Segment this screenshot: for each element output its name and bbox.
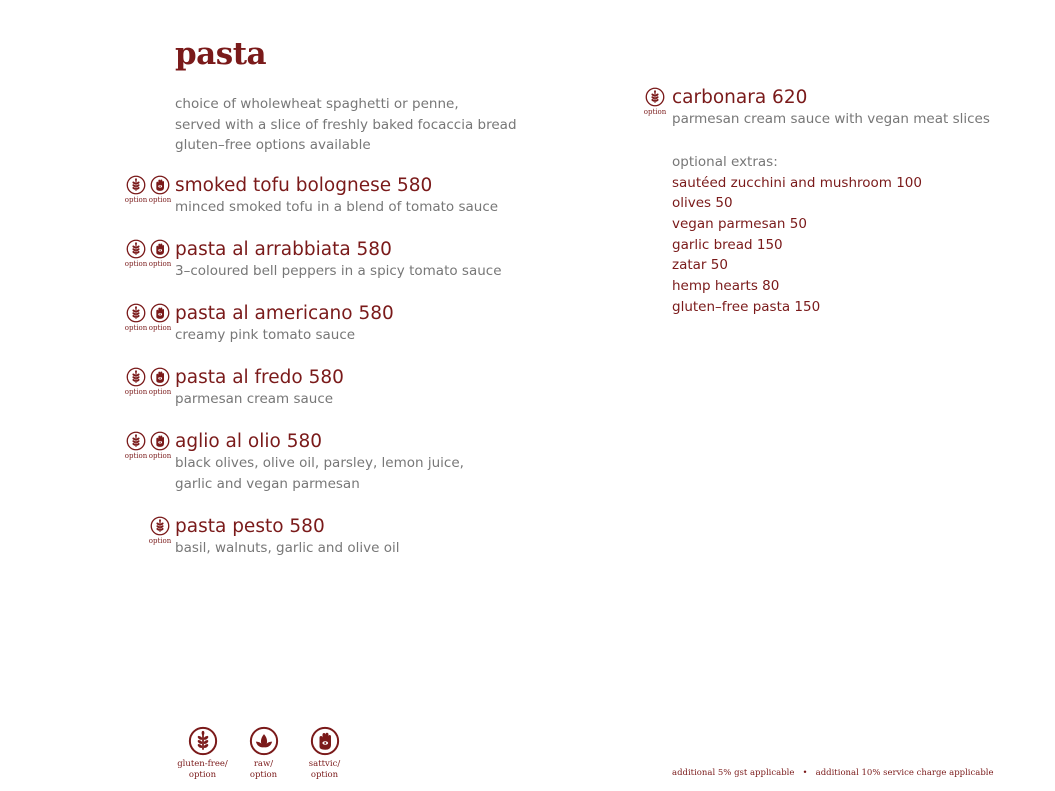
sattvic-option-badge: option xyxy=(149,303,171,332)
legend-label: option xyxy=(310,769,339,780)
gluten-free-icon xyxy=(126,175,146,195)
gluten-free-option-badge: option xyxy=(125,303,147,332)
item-description: parmesan cream sauce with vegan meat slices xyxy=(672,111,990,127)
gluten-free-icon xyxy=(150,516,170,536)
sattvic-option-badge: option xyxy=(149,175,171,204)
item-name: carbonara 620 xyxy=(672,87,808,108)
item-description: garlic and vegan parmesan xyxy=(175,475,360,492)
menu-item-pasta-al-arrabbiata xyxy=(124,239,502,282)
legend-label: gluten-free/ xyxy=(177,759,228,769)
gluten-free-option-badge: option xyxy=(125,431,147,460)
legend-label: sattvic/ xyxy=(308,759,341,769)
gluten-free-icon xyxy=(188,726,218,756)
gluten-free-icon xyxy=(126,431,146,451)
menu-item-smoked-tofu-bolognese xyxy=(124,175,499,218)
menu-item-aglio-al-olio xyxy=(124,431,464,494)
menu-item-pasta-pesto xyxy=(148,516,400,559)
legend-label: raw/ xyxy=(253,759,274,769)
intro-line: choice of wholewheat spaghetti or penne, xyxy=(175,96,459,112)
gluten-free-option-badge: option xyxy=(125,239,147,268)
gluten-free-option-badge: option xyxy=(149,516,171,545)
optional-extras xyxy=(672,152,922,317)
separator-dot: • xyxy=(802,768,808,778)
menu-item-carbonara xyxy=(643,87,990,130)
gst-note: additional 5% gst applicable xyxy=(672,768,795,778)
section-intro xyxy=(175,94,517,156)
footer-note xyxy=(672,768,994,778)
gluten-free-icon xyxy=(126,367,146,387)
menu-item-pasta-al-fredo xyxy=(124,367,344,410)
item-name: pasta al arrabbiata 580 xyxy=(175,239,392,260)
gluten-free-option-badge: option xyxy=(125,175,147,204)
item-name: smoked tofu bolognese 580 xyxy=(175,175,433,196)
item-name: pasta al fredo 580 xyxy=(175,367,344,388)
gluten-free-icon xyxy=(126,239,146,259)
raw-icon xyxy=(249,726,279,756)
sattvic-option-badge: option xyxy=(149,431,171,460)
dietary-legend xyxy=(172,726,355,780)
extra-item: olives 50 xyxy=(672,195,733,212)
service-charge-note: additional 10% service charge applicable xyxy=(815,768,994,778)
sattvic-icon xyxy=(150,175,170,195)
item-name: pasta pesto 580 xyxy=(175,516,325,537)
item-name: aglio al olio 580 xyxy=(175,431,323,452)
menu-item-pasta-al-americano xyxy=(124,303,394,346)
legend-raw xyxy=(233,726,294,780)
intro-line: gluten–free options available xyxy=(175,137,371,153)
gluten-free-option-badge: option xyxy=(644,87,666,116)
item-description: creamy pink tomato sauce xyxy=(175,327,356,343)
gluten-free-option-badge: option xyxy=(125,367,147,396)
item-description: 3–coloured bell peppers in a spicy tomato sauce xyxy=(175,263,502,279)
extra-item: sautéed zucchini and mushroom 100 xyxy=(672,174,922,191)
sattvic-option-badge: option xyxy=(149,239,171,268)
item-description: parmesan cream sauce xyxy=(175,391,334,407)
gluten-free-icon xyxy=(126,303,146,323)
item-description: minced smoked tofu in a blend of tomato sauce xyxy=(175,199,499,215)
sattvic-icon xyxy=(150,303,170,323)
sattvic-icon xyxy=(310,726,340,756)
legend-label: option xyxy=(249,769,278,780)
sattvic-icon xyxy=(150,367,170,387)
extras-heading: optional extras: xyxy=(672,154,778,170)
legend-sattvic xyxy=(294,726,355,780)
item-description: basil, walnuts, garlic and olive oil xyxy=(175,540,400,556)
item-description: black olives, olive oil, parsley, lemon juice, xyxy=(175,455,464,471)
extra-item: vegan parmesan 50 xyxy=(672,215,807,232)
sattvic-option-badge: option xyxy=(149,367,171,396)
sattvic-icon xyxy=(150,431,170,451)
extra-item: zatar 50 xyxy=(672,257,728,274)
legend-gluten-free xyxy=(172,726,233,780)
section-title: pasta xyxy=(175,36,267,72)
item-name: pasta al americano 580 xyxy=(175,303,394,324)
legend-label: option xyxy=(188,769,217,780)
extra-item: hemp hearts 80 xyxy=(672,278,780,295)
extra-item: gluten–free pasta 150 xyxy=(672,298,821,315)
gluten-free-icon xyxy=(645,87,665,107)
extra-item: garlic bread 150 xyxy=(672,236,783,253)
sattvic-icon xyxy=(150,239,170,259)
intro-line: served with a slice of freshly baked focaccia bread xyxy=(175,116,517,133)
